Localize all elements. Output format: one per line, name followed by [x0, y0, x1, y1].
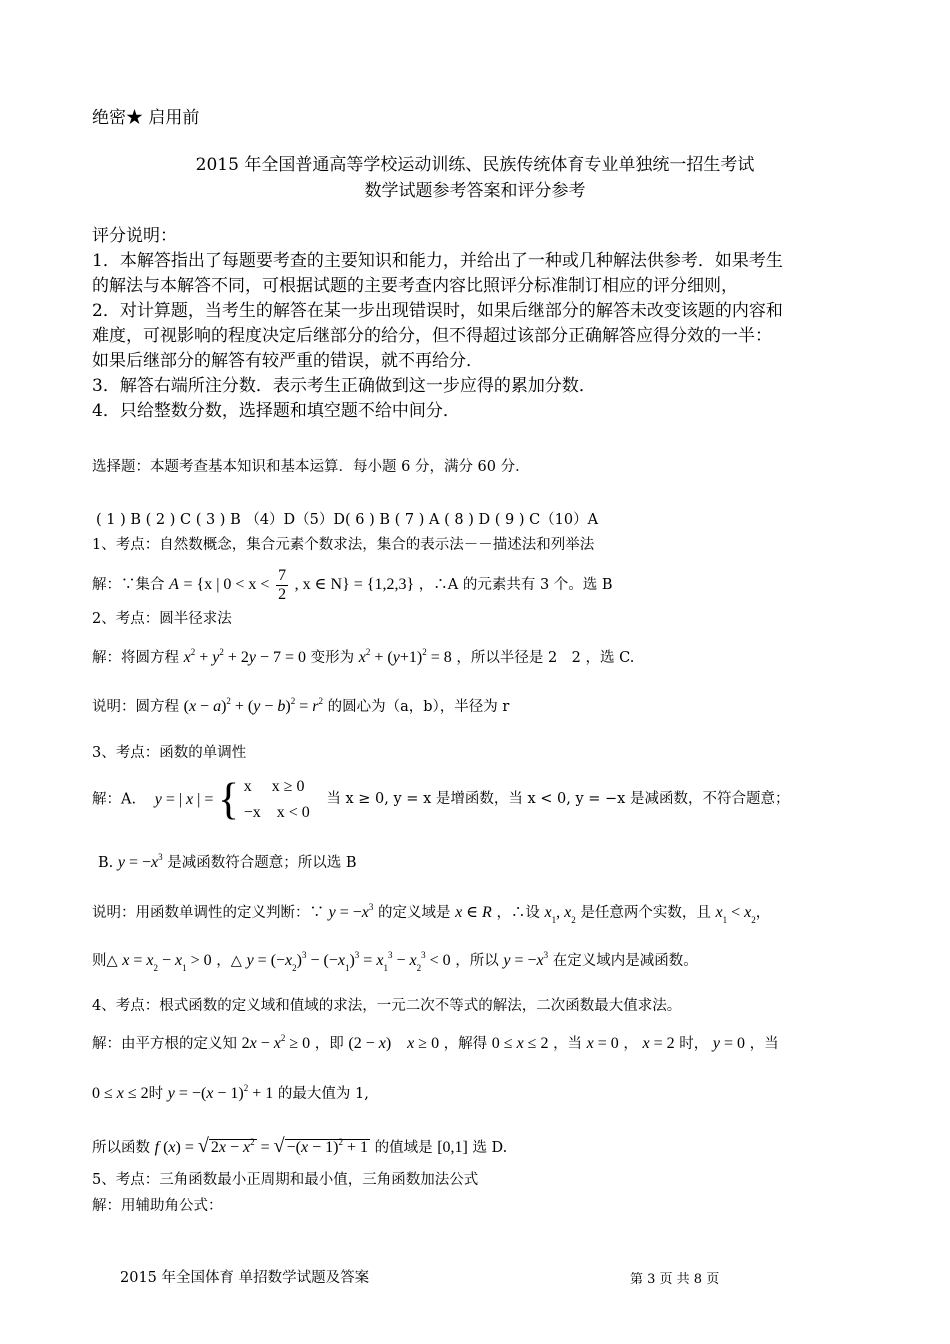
q3-note-line1: 说明：用函数单调性的定义判断：∵ $y = -x^3$ 的定义域是 x ∈ R ，∴设 $x_1$, $x_2$ 是任意两个实数，且 $x_1 < x_2$，	[92, 902, 771, 925]
fraction: $\frac{7}{2}$	[278, 567, 287, 603]
q4-solution-line3: 所以函数 f (x) = √ $2x - x^2$ = √ $-(x - 1)^2 + 1$ 的值域是 [0,1] 选 D.	[92, 1135, 508, 1157]
scoring-line: 3．解答右端所注分数．表示考生正确做到这一步应得的累加分数．	[92, 376, 596, 396]
q4-point: 4、考点：根式函数的定义域和值域的求法，一元二次不等式的解法，二次函数最大值求法。	[92, 998, 682, 1014]
q2-note: 说明：圆方程 $(x - a)^2 + (y - b)^2 = r^2$ 的圆心为（a，b），半径为 r	[92, 696, 510, 715]
document-title: 2015 年全国普通高等学校运动训练、民族传统体育专业单独统一招生考试	[195, 155, 755, 175]
scoring-line: 的解法与本解答不同，可根据试题的主要考查内容比照评分标准制订相应的评分细则，	[92, 276, 738, 296]
q3-option-b: B. $y = -x^3$ 是减函数符合题意；所以选 B	[98, 852, 357, 871]
q2-solution: 解：将圆方程 $x^2 + y^2 + 2y - 7 = 0$ 变形为 $x^2 + (y+1)^2 = 8$ ，所以半径是 2 2 ，选 C.	[92, 647, 635, 666]
choice-intro: 选择题：本题考查基本知识和基本运算．每小题 6 分，满分 60 分．	[92, 459, 530, 475]
confidential-mark: 绝密★ 启用前	[92, 108, 200, 128]
q5-point: 5、考点：三角函数最小正周期和最小值，三角函数加法公式	[92, 1172, 479, 1188]
q4-solution-line1: 解：由平方根的定义知 $2x - x^2 \ge 0$ ，即 (2 − x) x ≥ 0 ，解得 0 ≤ x ≤ 2 ，当 x = 0 ， x = 2 时， y = 0 ，当	[92, 1033, 779, 1052]
answer-key: ( 1 ) B ( 2 ) C ( 3 ) B （4）D（5）D( 6 ) B ( 7 ) A ( 8 ) D ( 9 ) C（10）A	[96, 512, 599, 528]
q5-solution: 解：用辅助角公式：	[92, 1198, 223, 1214]
scoring-line: 1．本解答指出了每题要考查的主要知识和能力，并给出了一种或几种解法供参考．如果考生	[92, 251, 783, 271]
document-subtitle: 数学试题参考答案和评分参考	[364, 181, 586, 201]
q3-note-line2: 则△ $x = x_2 - x_1 > 0$ ，△ $y = (-x_2)^3 - (-x_1)^3 = x_1^3 - x_2^3 < 0$ ，所以 $y = -x^3$ 在定义域内是减函数。	[92, 950, 698, 973]
scoring-line: 难度，可视影响的程度决定后继部分的给分，但不得超过该部分正确解答应得分效的一半：	[92, 326, 772, 346]
q1-solution: 解：∵集合 A = {x | 0 < x < $\frac{7}{2}$ , x ∈ N} = {1,2,3} ，∴A 的元素共有 3 个。选 B	[92, 567, 613, 603]
scoring-line: 4．只给整数分数，选择题和填空题不给中间分．	[92, 401, 460, 421]
q3-solution: 解：A. y = | x | = { x x ≥ 0 −x x < 0 当 x ≥ 0, y = x 是增函数，当 x < 0, y = −x 是减函数，不符合题意；	[92, 774, 790, 824]
q4-solution-line2: 0 ≤ x ≤ 2时 $y = -(x - 1)^2 + 1$ 的最大值为 1,	[92, 1083, 369, 1102]
scoring-line: 如果后继部分的解答有较严重的错误，就不再给分．	[92, 351, 483, 371]
q3-point: 3、考点：函数的单调性	[92, 745, 247, 761]
scoring-heading: 评分说明：	[92, 226, 177, 246]
scoring-line: 2．对计算题，当考生的解答在某一步出现错误时，如果后继部分的解答未改变该题的内容和	[92, 301, 783, 321]
footer-title: 2015 年全国体育 单招数学试题及答案	[120, 1270, 370, 1286]
q1-point: 1、考点：自然数概念，集合元素个数求法，集合的表示法－－描述法和列举法	[92, 537, 595, 553]
page-number: 第 3 页 共 8 页	[630, 1272, 720, 1287]
q2-point: 2、考点：圆半径求法	[92, 611, 232, 627]
piecewise-cases: x x ≥ 0 −x x < 0	[243, 778, 310, 821]
